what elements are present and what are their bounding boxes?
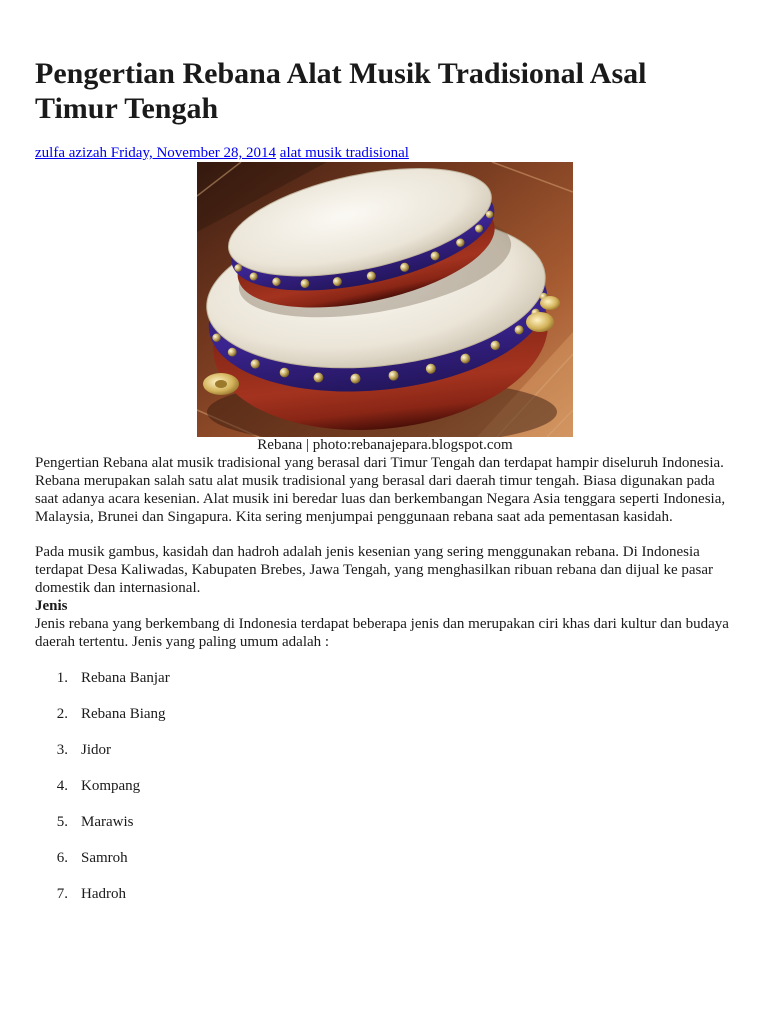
section-intro-paragraph: Jenis rebana yang berkembang di Indonesia terdapat beberapa jenis dan merupakan ciri khas dari kultur dan budaya daerah tertentu. Jenis yang paling umum adalah :: [35, 616, 729, 650]
list-item-label: Rebana Banjar: [81, 670, 170, 686]
author-date-group: [35, 145, 276, 161]
label-link[interactable]: alat musik tradisional: [279, 145, 409, 161]
section-heading-jenis: Jenis: [35, 598, 68, 614]
jingle-left: [203, 373, 239, 395]
list-item: [35, 885, 735, 903]
list-item-label: Rebana Biang: [81, 706, 166, 722]
list-item-label: Kompang: [81, 778, 141, 794]
list-item-number: 7.: [56, 886, 68, 902]
image-caption: Rebana | photo:rebanajepara.blogspot.com: [257, 437, 513, 453]
list-item-number: 6.: [56, 850, 68, 866]
list-item-number: 4.: [56, 778, 68, 794]
list-item: [35, 813, 735, 831]
production-paragraph: Pada musik gambus, kasidah dan hadroh adalah jenis kesenian yang sering menggunakan rebana. Di Indonesia terdapat Desa Kaliwadas, Kabupaten Brebes, Jawa Tengah, yang menghasilkan ribuan rebana dan dijual ke pasar domestik dan internasional.: [35, 544, 714, 596]
list-item: [35, 777, 735, 795]
list-item-label: Jidor: [81, 742, 111, 758]
rebana-types-list: [35, 669, 735, 903]
list-item-label: Samroh: [81, 850, 128, 866]
rebana-photo: [197, 162, 573, 437]
list-item-number: 1.: [56, 670, 68, 686]
intro-paragraph: Pengertian Rebana alat musik tradisional yang berasal dari Timur Tengah dan terdapat hampir diseluruh Indonesia. Rebana merupakan salah satu alat musik tradisional yang berasal dari daerah timur tengah. Biasa digunakan pada saat adanya acara kesenian. Alat musik ini beredar luas dan berkembangan Negara Asia tenggara seperti Indonesia, Malaysia, Brunei dan Singapura. Kita sering menjumpai penggunaan rebana saat ada pementasan kasidah.: [35, 455, 726, 525]
author-link[interactable]: zulfa azizah: [35, 145, 108, 161]
list-item-label: Hadroh: [81, 886, 126, 902]
post-meta: [35, 144, 735, 162]
list-item-number: 3.: [56, 742, 68, 758]
article-figure: [35, 162, 735, 454]
article: [35, 56, 735, 921]
list-item: [35, 669, 735, 687]
list-item: [35, 705, 735, 723]
list-item: [35, 741, 735, 759]
date-link[interactable]: Friday, November 28, 2014: [110, 145, 277, 161]
list-item-label: Marawis: [81, 814, 134, 830]
page-title: Pengertian Rebana Alat Musik Tradisional Asal Timur Tengah: [35, 57, 647, 125]
list-item: [35, 849, 735, 867]
list-item-number: 2.: [56, 706, 68, 722]
list-item-number: 5.: [56, 814, 68, 830]
